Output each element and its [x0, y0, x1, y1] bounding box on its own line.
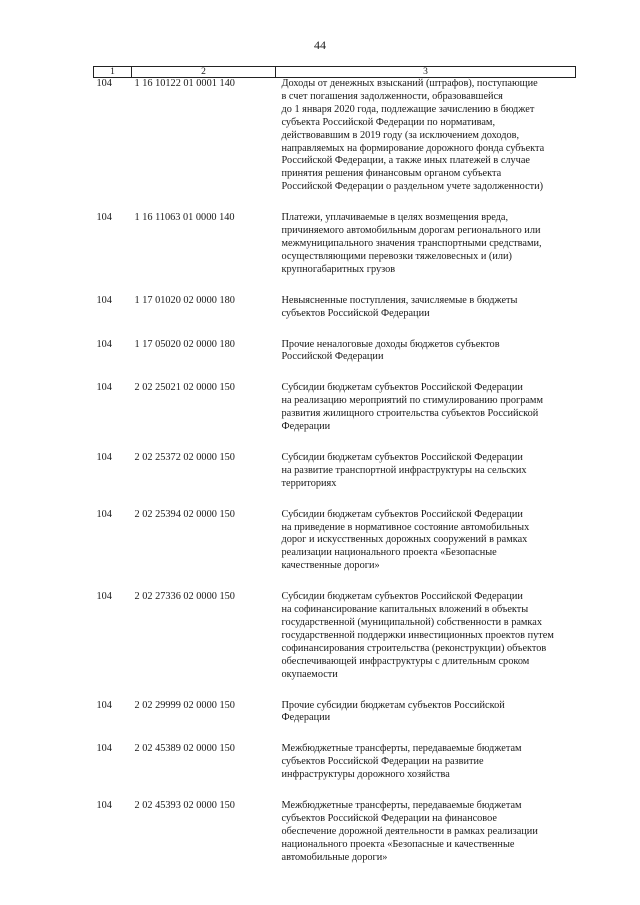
table-row — [94, 743, 576, 800]
header-col-3: 3 — [276, 67, 576, 78]
table-row — [94, 452, 576, 509]
description-line: реализации национального проекта «Безопасные — [281, 547, 497, 559]
table-row — [94, 700, 576, 744]
description-line: в счет погашения задолженности, образовавшейся — [281, 90, 503, 102]
description-cell — [276, 382, 576, 452]
description-line: на реализацию мероприятий по стимулированию программ — [281, 395, 543, 407]
table-body — [94, 78, 576, 883]
revenue-code-cell: 1 17 05020 02 0000 180 — [134, 338, 235, 350]
description-cell — [276, 78, 576, 213]
description-line: субъектов Российской Федерации на финансовое — [281, 812, 497, 824]
description-line: обеспечивающей инфраструктуры с длительным сроком — [281, 655, 530, 667]
description-line: на приведение в нормативное состояние автомобильных — [281, 521, 530, 533]
page-number: 44 — [314, 38, 326, 52]
description-line: государственной (муниципальной) собственности в рамках — [281, 617, 542, 628]
table-row — [94, 339, 576, 383]
description-line: национального проекта «Безопасные и качественные — [281, 838, 515, 850]
description-line: субъекта Российской Федерации по нормативам, — [281, 116, 496, 128]
description-cell — [276, 295, 576, 339]
description-line: Межбюджетные трансферты, передаваемые бюджетам — [281, 800, 522, 812]
description-cell — [276, 339, 576, 383]
description-line: софинансирования строительства (реконструкции) объектов — [281, 642, 547, 654]
description-cell — [276, 800, 576, 883]
admin-code-cell: 104 — [96, 382, 112, 394]
admin-code-cell: 104 — [96, 78, 112, 89]
description-line: до 1 января 2020 года, подлежащие зачислению в бюджет — [281, 103, 535, 115]
description-line: территориях — [281, 477, 337, 489]
description-line: Федерации — [281, 712, 331, 724]
description-line: обеспечение дорожной деятельности в рамках реализации — [281, 825, 538, 837]
description-line: Субсидии бюджетам субъектов Российской Федерации — [281, 508, 523, 520]
revenue-code-cell: 2 02 25372 02 0000 150 — [134, 451, 235, 463]
description-line: Российской Федерации о раздельном учете задолженности) — [281, 181, 544, 193]
revenue-code-cell: 1 16 11063 01 0000 140 — [134, 212, 235, 224]
description-line: Российской Федерации — [281, 351, 384, 363]
description-line: Доходы от денежных взысканий (штрафов), поступающие — [281, 78, 538, 89]
description-line: автомобильные дороги» — [281, 851, 388, 863]
description-cell — [276, 700, 576, 744]
description-line: осуществляющими перевозки тяжеловесных и (или) — [281, 250, 512, 262]
description-cell — [276, 509, 576, 592]
description-line: Прочие неналоговые доходы бюджетов субъектов — [281, 338, 500, 350]
description-line: Платежи, уплачиваемые в целях возмещения вреда, — [281, 212, 509, 224]
description-line: государственной поддержки инвестиционных проектов путем — [281, 629, 554, 641]
table-row — [94, 800, 576, 883]
description-line: межмуниципального значения транспортными средствами, — [281, 237, 542, 249]
description-line: причиняемого автомобильным дорогам регионального или — [281, 225, 541, 237]
description-line: окупаемости — [281, 668, 338, 680]
table-row — [94, 212, 576, 295]
description-cell — [276, 212, 576, 295]
admin-code-cell: 104 — [96, 212, 112, 224]
description-line: Невыясненные поступления, зачисляемые в бюджеты — [281, 294, 518, 306]
revenue-code-cell: 2 02 45389 02 0000 150 — [134, 743, 235, 755]
description-cell — [276, 452, 576, 509]
table-row — [94, 382, 576, 452]
description-line: на софинансирование капитальных вложений в объекты — [281, 604, 529, 616]
description-line: Субсидии бюджетам субъектов Российской Федерации — [281, 382, 523, 394]
table-row — [94, 509, 576, 592]
description-line: направляемых на формирование дорожного фонда субъекта — [281, 142, 545, 154]
description-line: Межбюджетные трансферты, передаваемые бюджетам — [281, 743, 522, 755]
revenue-code-cell: 2 02 29999 02 0000 150 — [134, 699, 235, 711]
revenue-codes-table — [93, 66, 576, 883]
description-line: инфраструктуры дорожного хозяйства — [281, 769, 450, 781]
admin-code-cell: 104 — [96, 294, 112, 306]
description-line: действовавшим в 2019 году (за исключением доходов, — [281, 129, 520, 141]
description-line: субъектов Российской Федерации — [281, 307, 430, 319]
admin-code-cell: 104 — [96, 800, 112, 812]
admin-code-cell: 104 — [96, 338, 112, 350]
table-row — [94, 295, 576, 339]
description-cell — [276, 591, 576, 699]
description-cell — [276, 743, 576, 800]
header-col-1: 1 — [94, 67, 132, 78]
revenue-code-cell: 2 02 27336 02 0000 150 — [134, 591, 235, 603]
revenue-code-cell: 1 16 10122 01 0001 140 — [134, 78, 235, 89]
table-row — [94, 591, 576, 699]
description-line: Субсидии бюджетам субъектов Российской Федерации — [281, 591, 523, 603]
revenue-code-cell: 2 02 25021 02 0000 150 — [134, 382, 235, 394]
description-line: Прочие субсидии бюджетам субъектов Российской — [281, 699, 505, 711]
admin-code-cell: 104 — [96, 451, 112, 463]
description-line: дорог и искусственных дорожных сооружений в рамках — [281, 534, 528, 546]
revenue-code-cell: 1 17 01020 02 0000 180 — [134, 294, 235, 306]
description-line: крупногабаритных грузов — [281, 263, 396, 275]
description-line: развития жилищного строительства субъектов Российской — [281, 408, 539, 420]
description-line: Субсидии бюджетам субъектов Российской Федерации — [281, 451, 523, 463]
table-row — [94, 78, 576, 213]
description-line: качественные дороги» — [281, 560, 380, 572]
admin-code-cell: 104 — [96, 743, 112, 755]
admin-code-cell: 104 — [96, 508, 112, 520]
description-line: субъектов Российской Федерации на развитие — [281, 756, 484, 768]
revenue-code-cell: 2 02 25394 02 0000 150 — [134, 508, 235, 520]
table-header-row — [94, 67, 576, 78]
admin-code-cell: 104 — [96, 591, 112, 603]
header-col-2: 2 — [132, 67, 276, 78]
description-line: на развитие транспортной инфраструктуры на сельских — [281, 464, 527, 476]
description-line: принятия решения финансовым органом субъекта — [281, 168, 502, 180]
admin-code-cell: 104 — [96, 699, 112, 711]
description-line: Российской Федерации, а также иных платежей в случае — [281, 155, 530, 167]
revenue-code-cell: 2 02 45393 02 0000 150 — [134, 800, 235, 812]
description-line: Федерации — [281, 421, 331, 433]
